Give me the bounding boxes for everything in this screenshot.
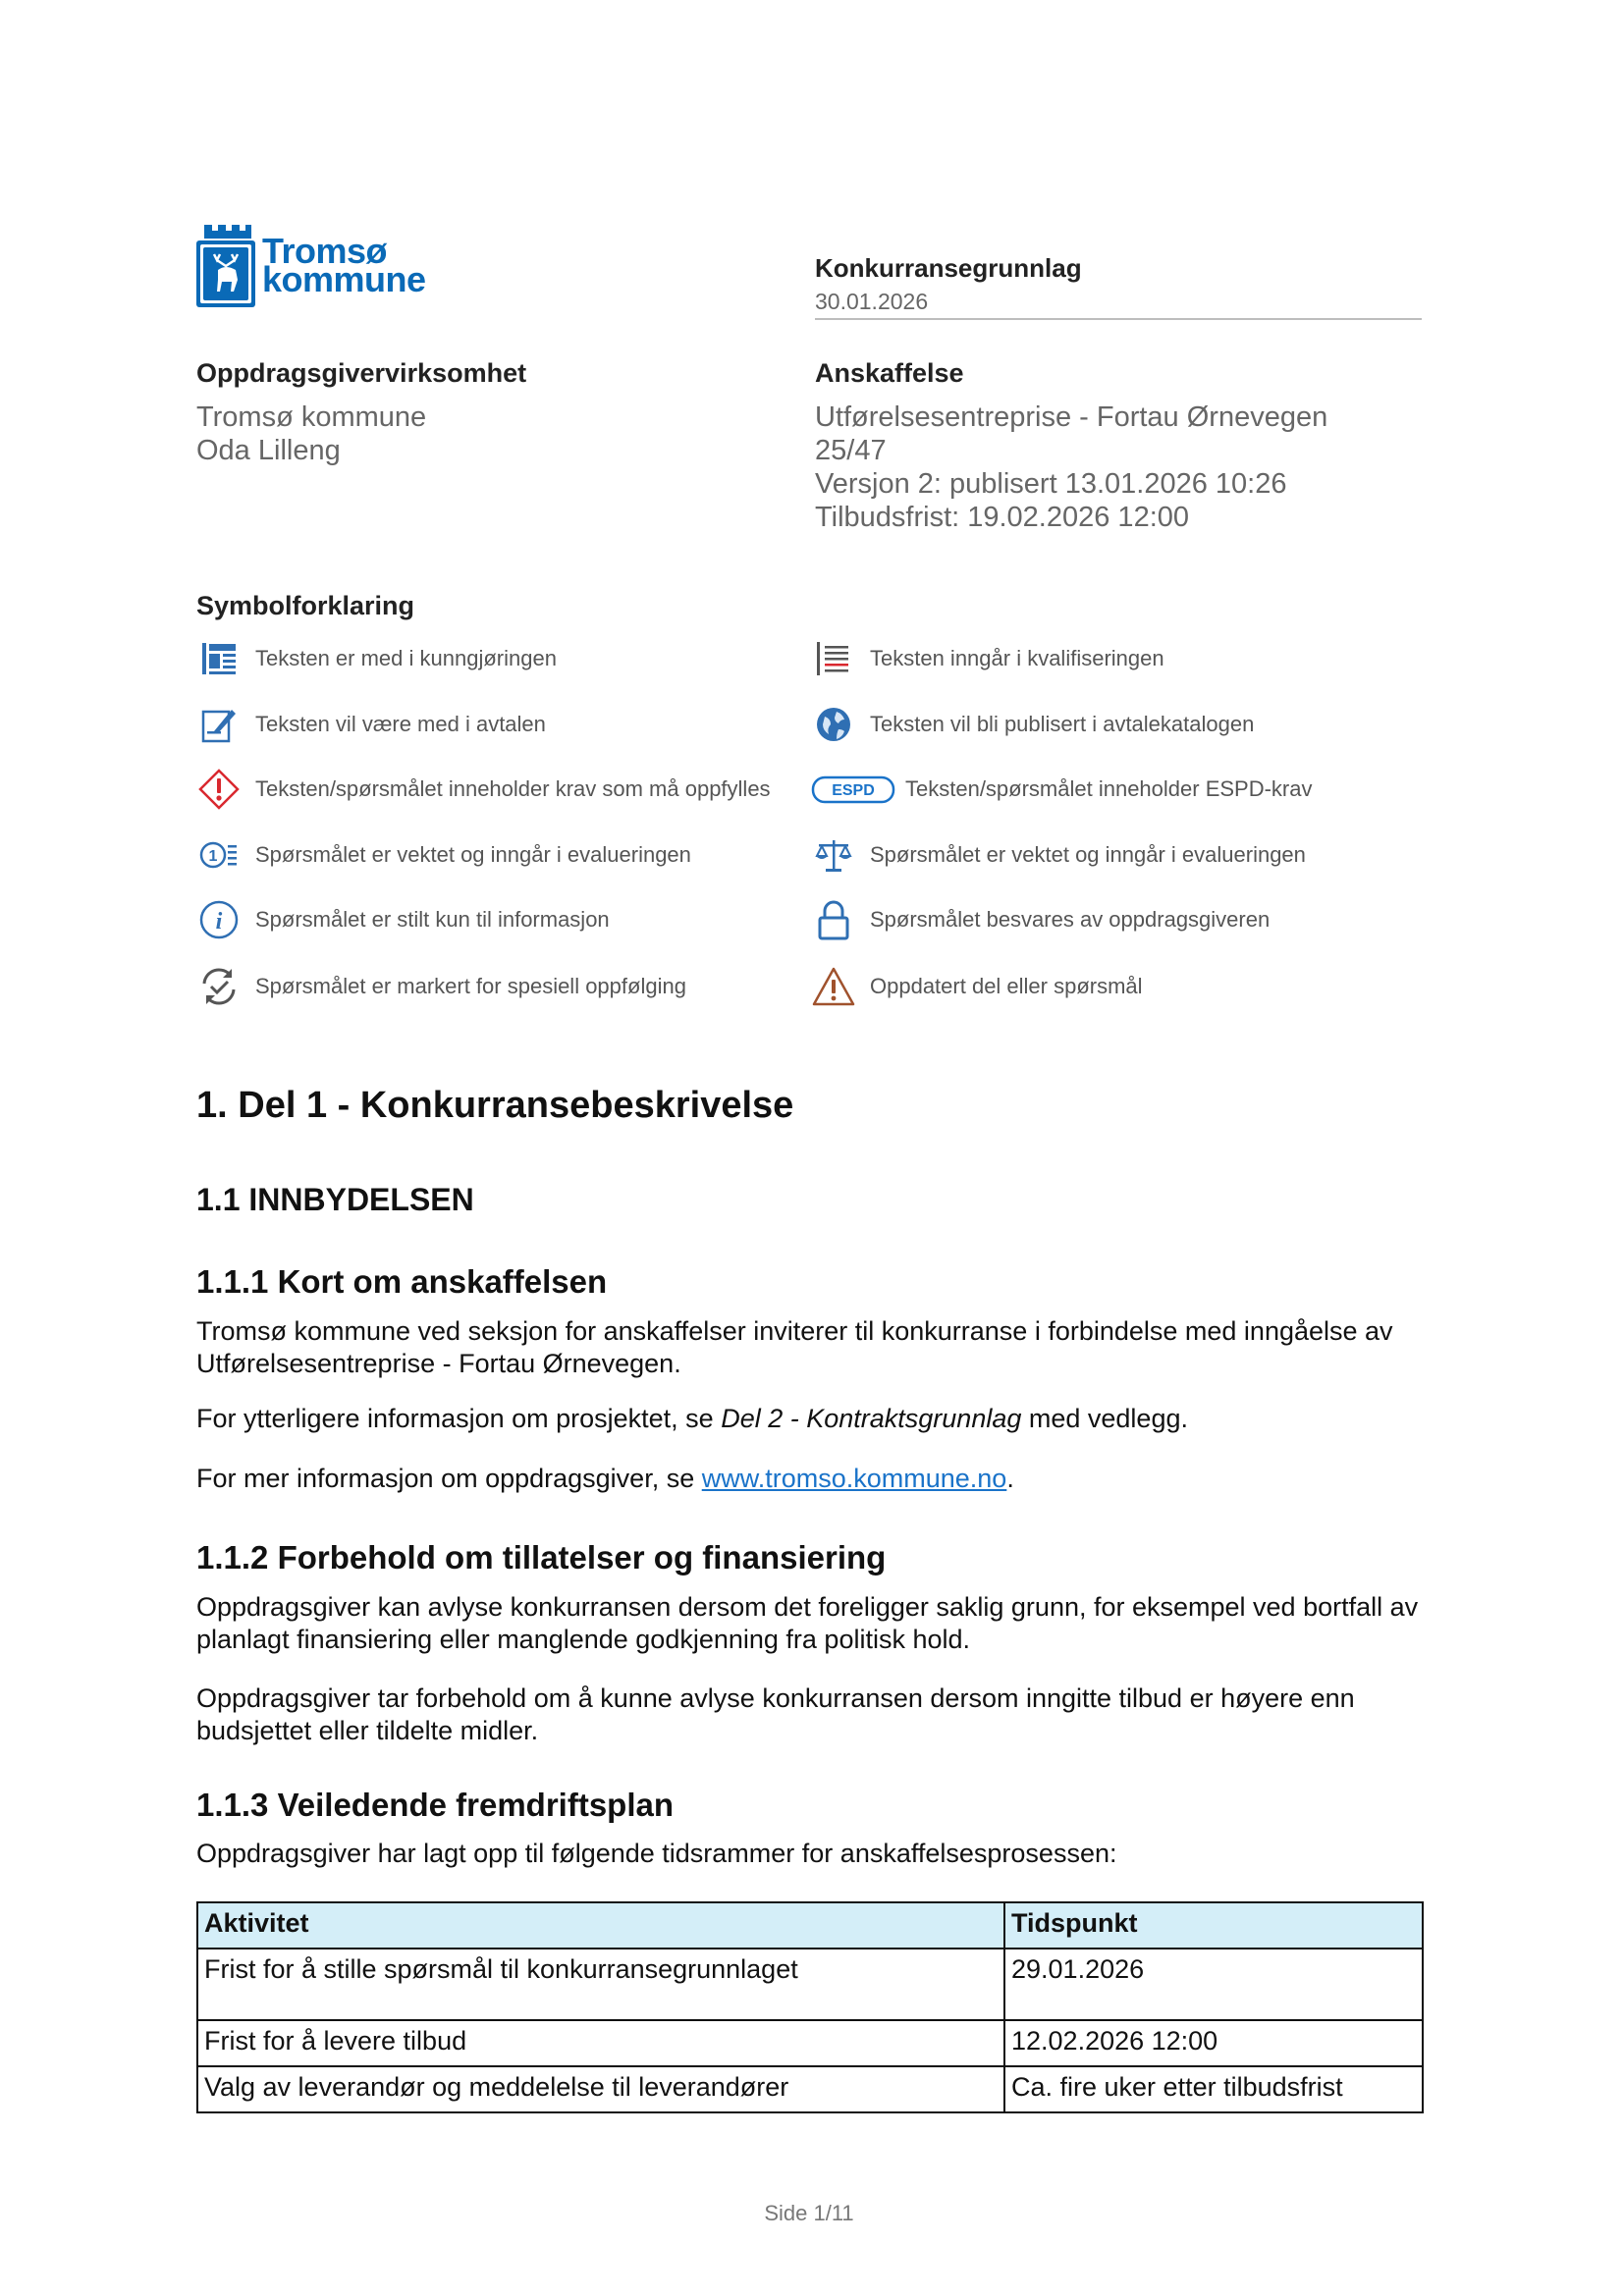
paragraph: Oppdragsgiver tar forbehold om å kunne avlyse konkurransen dersom inngitte tilbud er høyere enn budsjettet eller tildelte midler. [196, 1683, 1355, 1745]
legend-text: Teksten er med i kunngjøringen [255, 646, 557, 670]
legend-item [196, 767, 771, 812]
paragraph: For mer informasjon om oppdragsgiver, se www.tromso.kommune.no. [196, 1464, 1014, 1493]
table-cell: Frist for å levere tilbud [197, 2020, 1004, 2066]
table-header-row [197, 1902, 1423, 1949]
municipal-crest-icon [196, 221, 255, 309]
legend-item [811, 767, 1313, 812]
espd-badge-icon [811, 767, 895, 812]
legend-item [811, 964, 1143, 1009]
svg-text:1: 1 [208, 848, 218, 865]
procurement-line: Tilbudsfrist: 19.02.2026 12:00 [815, 502, 1190, 533]
table-cell: Frist for å stille spørsmål til konkurransegrunnlaget [197, 1949, 1004, 2020]
part-heading: 1. Del 1 - Konkurransebeskrivelse [196, 1085, 794, 1126]
table-cell: Valg av leverandør og meddelelse til leverandører [197, 2066, 1004, 2112]
table-header-cell: Tidspunkt [1004, 1902, 1423, 1949]
table-cell: 29.01.2026 [1004, 1949, 1423, 2020]
document-header [815, 253, 1422, 315]
client-label: Oppdragsgivervirksomhet [196, 358, 527, 388]
legend-title: Symbolforklaring [196, 591, 415, 620]
document-page [196, 0, 1422, 2296]
client-line: Tromsø kommune [196, 401, 427, 433]
contract-pen-icon [196, 702, 242, 747]
table-row [197, 2020, 1423, 2066]
logo-wordmark: Tromsø kommune [262, 231, 426, 299]
header-divider [815, 318, 1422, 320]
legend-text: Teksten/spørsmålet inneholder ESPD-krav [905, 776, 1313, 801]
legend-item [196, 636, 557, 681]
client-line: Oda Lilleng [196, 435, 341, 466]
legend-text: Teksten inngår i kvalifiseringen [870, 646, 1164, 670]
requirement-warning-icon [196, 767, 242, 812]
paragraph: Oppdragsgiver har lagt opp til følgende tidsrammer for anskaffelsesprosessen: [196, 1839, 1117, 1868]
schedule-table [196, 1901, 1424, 2113]
procurement-line: 25/47 [815, 435, 887, 466]
table-cell: Ca. fire uker etter tilbudsfrist [1004, 2066, 1423, 2112]
procurement-info [815, 358, 1327, 534]
table-header-cell: Aktivitet [197, 1902, 1004, 1949]
legend-item [811, 832, 1306, 878]
subsection-heading: 1.1.2 Forbehold om tillatelser og finansiering [196, 1539, 887, 1575]
svg-text:ESPD: ESPD [832, 782, 875, 799]
legend-item [196, 702, 546, 747]
section-heading: 1.1 INNBYDELSEN [196, 1182, 474, 1217]
document-title: Konkurransegrunnlag [815, 253, 1082, 283]
svg-text:i: i [215, 909, 223, 934]
procurement-line: Versjon 2: publisert 13.01.2026 10:26 [815, 468, 1287, 500]
legend-item [196, 964, 686, 1009]
legend-item [196, 897, 610, 942]
globe-icon [811, 702, 856, 747]
subsection-heading: 1.1.3 Veiledende fremdriftsplan [196, 1787, 675, 1823]
table-cell: 12.02.2026 12:00 [1004, 2020, 1423, 2066]
qualification-list-icon [811, 636, 856, 681]
legend-text: Spørsmålet er vektet og inngår i evalueringen [870, 842, 1306, 867]
weighted-evaluation-icon [196, 832, 242, 878]
subsection-heading: 1.1.1 Kort om anskaffelsen [196, 1263, 608, 1300]
procurement-label: Anskaffelse [815, 358, 964, 388]
legend-item [811, 636, 1164, 681]
legend-text: Spørsmålet er vektet og inngår i evalueringen [255, 842, 691, 867]
paragraph: Tromsø kommune ved seksjon for anskaffelser inviterer til konkurranse i forbindelse med inngåelse av Utførelsesentreprise - Fortau Ørnevegen. [196, 1316, 1393, 1378]
legend-text: Spørsmålet er markert for spesiell oppfølging [255, 974, 686, 998]
follow-up-icon [196, 964, 242, 1009]
legend-item [196, 832, 691, 878]
lock-icon [811, 897, 856, 942]
document-date: 30.01.2026 [815, 289, 929, 314]
procurement-line: Utførelsesentreprise - Fortau Ørnevegen [815, 401, 1328, 433]
page-number: Side 1/11 [764, 2201, 854, 2225]
legend-text: Spørsmålet besvares av oppdragsgiveren [870, 907, 1271, 932]
scales-icon [811, 832, 856, 878]
paragraph: For ytterligere informasjon om prosjektet, se Del 2 - Kontraktsgrunnlag med vedlegg. [196, 1404, 1188, 1433]
table-row [197, 2066, 1423, 2112]
legend-item [811, 702, 1254, 747]
updated-warning-icon [811, 964, 856, 1009]
announcement-icon [196, 636, 242, 681]
table-row [197, 1949, 1423, 2020]
legend-item [811, 897, 1270, 942]
tromso-kommune-logo [196, 221, 432, 311]
legend-text: Teksten/spørsmålet inneholder krav som må oppfylles [255, 776, 771, 801]
legend-text: Oppdatert del eller spørsmål [870, 974, 1143, 998]
legend-text: Spørsmålet er stilt kun til informasjon [255, 907, 610, 932]
legend-text: Teksten vil bli publisert i avtalekatalogen [870, 712, 1255, 736]
municipality-website-link[interactable]: www.tromso.kommune.no [701, 1464, 1007, 1493]
client-info [196, 358, 526, 467]
info-icon [196, 897, 242, 942]
legend-text: Teksten vil være med i avtalen [255, 712, 546, 736]
paragraph: Oppdragsgiver kan avlyse konkurransen dersom det foreligger saklig grunn, for eksempel ved bortfall av planlagt finansiering eller manglende godkjenning fra politisk hold. [196, 1592, 1419, 1654]
